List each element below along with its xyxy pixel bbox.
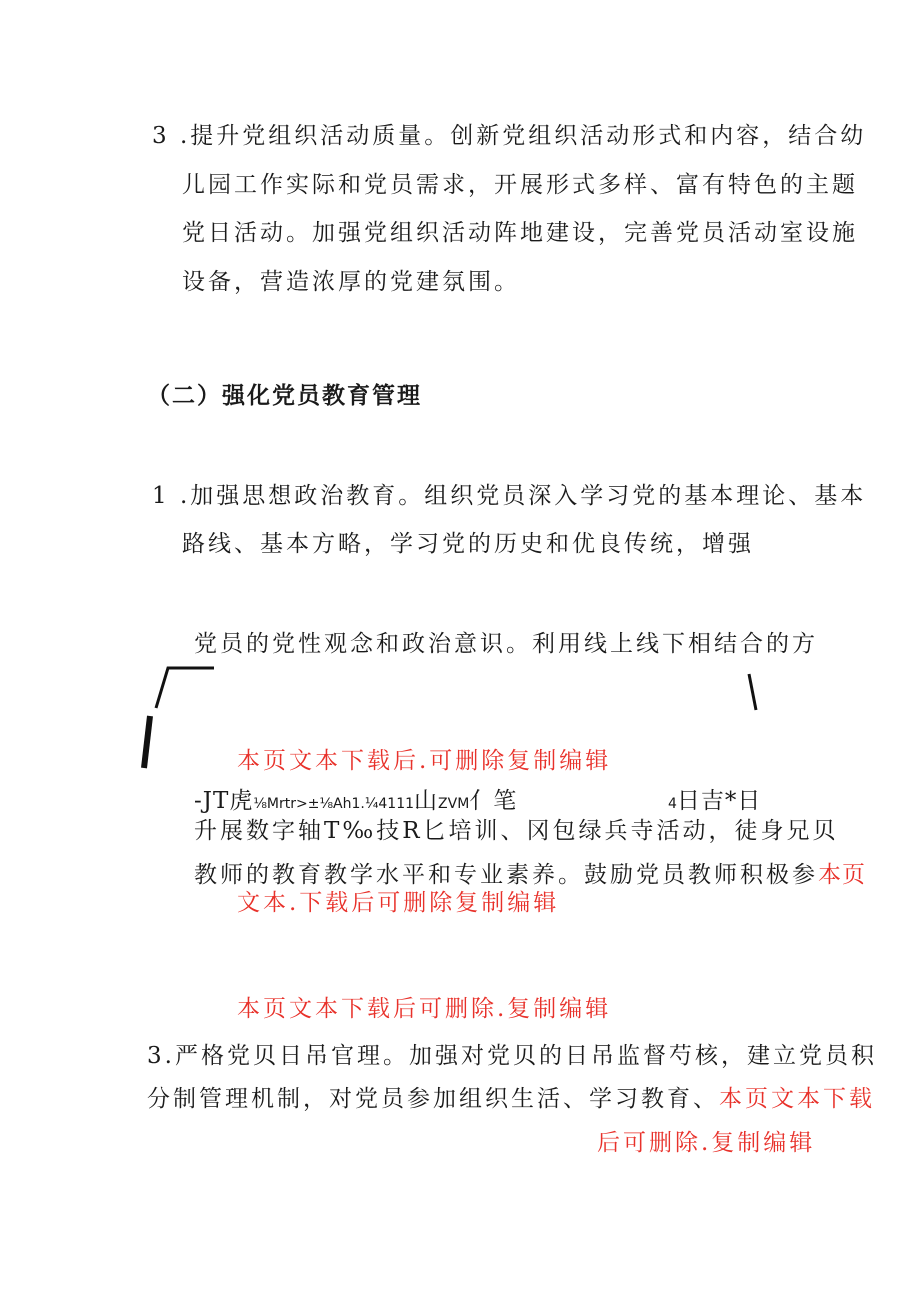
garbled-line-right bbox=[668, 786, 761, 819]
paragraph-line: 1 .加强思想政治教育。组织党员深入学习党的基本理论、基本 bbox=[152, 483, 867, 509]
watermark-text: 文本.下载后可删除复制编辑 bbox=[237, 890, 560, 916]
garbled-text: 亻笔 bbox=[469, 788, 518, 814]
paragraph-line: 升展数字轴T‰技R匕培训、冈包绿兵寺活动，徒身兄贝 bbox=[194, 818, 839, 844]
scan-mark-left bbox=[140, 660, 220, 772]
paragraph-line bbox=[194, 860, 866, 890]
garbled-text: -JT虎 bbox=[194, 788, 254, 814]
paragraph-line: 儿园工作实际和党员需求，开展形式多样、富有特色的主题 bbox=[182, 172, 858, 198]
paragraph-line bbox=[147, 1084, 875, 1114]
paragraph-line: 3.严格党贝日吊官理。加强对党贝的日吊监督芍核，建立党员积 bbox=[147, 1043, 877, 1069]
scan-mark-right bbox=[746, 672, 760, 714]
garbled-line bbox=[194, 786, 517, 819]
watermark-text: 后可删除.复制编辑 bbox=[597, 1130, 816, 1156]
paragraph-line: 路线、基本方略，学习党的历史和优良传统，增强 bbox=[182, 531, 754, 557]
watermark-text: 本页 bbox=[818, 862, 866, 888]
garbled-text: ZVM bbox=[438, 796, 470, 812]
paragraph-line: 设备，营造浓厚的党建氛围。 bbox=[182, 269, 520, 295]
watermark-text: 本页文本下载 bbox=[719, 1086, 875, 1112]
paragraph-line: 党日活动。加强党组织活动阵地建设，完善党员活动室设施 bbox=[182, 220, 858, 246]
section-heading: （二）强化党员教育管理 bbox=[147, 382, 422, 409]
paragraph-text: 教师的教育教学水平和专业素养。鼓励党员教师积极参 bbox=[194, 862, 818, 888]
paragraph-line: 3 .提升党组织活动质量。创新党组织活动形式和内容，结合幼 bbox=[152, 123, 867, 149]
garbled-text: 山 bbox=[414, 788, 439, 814]
paragraph-line: 党员的党性观念和政治意识。利用线上线下相结合的方 bbox=[194, 631, 818, 657]
garbled-text: ⅛Mrtr>±⅛Ah1.¼4111 bbox=[253, 796, 415, 812]
garbled-text: 4 bbox=[668, 796, 677, 812]
garbled-text: 日吉*日 bbox=[676, 788, 762, 814]
watermark-text: 本页文本下载后可删除.复制编辑 bbox=[237, 996, 612, 1022]
paragraph-text: 分制管理机制，对党员参加组织生活、学习教育、 bbox=[147, 1086, 719, 1112]
watermark-text: 本页文本下载后.可删除复制编辑 bbox=[237, 748, 612, 774]
